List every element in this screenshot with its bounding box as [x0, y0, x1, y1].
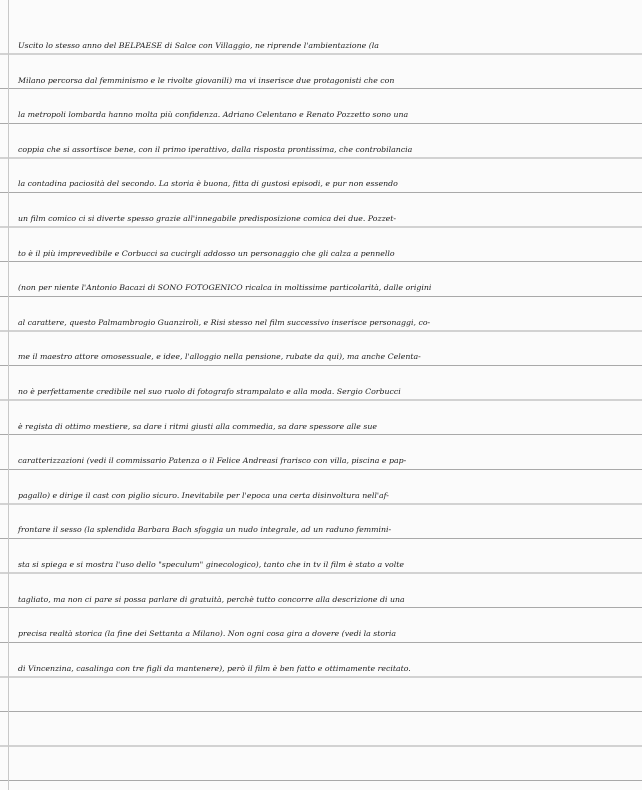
- handwritten-text: [18, 29, 638, 686]
- text-line: no è perfettamente credibile nel suo ruolo di fotografo strampalato e alla moda. Sergio Corbucci: [18, 386, 401, 396]
- text-line: tagliato, ma non ci pare si possa parlare di gratuità, perchè tutto concorre alla descrizione di una: [18, 594, 405, 604]
- text-line: pagallo) e dirige il cast con piglio sicuro. Inevitabile per l'epoca una certa disinvoltura nell'af-: [18, 490, 389, 500]
- text-line: sta si spiega e si mostra l'uso dello "speculum" ginecologico), tanto che in tv il film è stato a volte: [18, 559, 404, 569]
- text-line: to è il più imprevedibile e Corbucci sa cucirgli addosso un personaggio che gli calza a pennello: [18, 248, 395, 258]
- text-line: me il maestro attore omosessuale, e idee, l'alloggio nella pensione, rubate da qui), ma anche Celenta-: [18, 352, 421, 362]
- text-line: frontare il sesso (la splendida Barbara Bach sfoggia un nudo integrale, ad un raduno femmini-: [18, 525, 392, 535]
- text-line: coppia che si assortisce bene, con il primo iperattivo, dalla risposta prontissima, che controbilancia: [18, 144, 413, 154]
- text-line: la contadina paciosità del secondo. La storia è buona, fitta di gustosi episodi, e pur non essendo: [18, 179, 398, 189]
- text-line: la metropoli lombarda hanno molta più confidenza. Adriano Celentano e Renato Pozzetto sono una: [18, 110, 409, 120]
- text-line: è regista di ottimo mestiere, sa dare i ritmi giusti alla commedia, sa dare spessore alle sue: [18, 421, 377, 431]
- text-line: un film comico ci si diverte spesso grazie all'innegabile predisposizione comica dei due. Pozzet-: [18, 213, 397, 223]
- margin-rule: [8, 0, 9, 790]
- text-line: Uscito lo stesso anno del BELPAESE di Salce con Villaggio, ne riprende l'ambientazione (la: [18, 41, 379, 50]
- text-line: precisa realtà storica (la fine dei Settanta a Milano). Non ogni cosa gira a dovere (vedi la storia: [18, 629, 396, 639]
- text-line: (non per niente l'Antonio Bacazi di SONO FOTOGENICO ricalca in moltissime particolarità, dalle origini: [18, 283, 432, 293]
- text-line: al carattere, questo Palmambrogio Guanziroli, e Risi stesso nel film successivo inserisce personaggi, co-: [18, 317, 431, 327]
- text-line: Milano percorsa dal femminismo e le rivolte giovanili) ma vi inserisce due protagonisti che con: [18, 75, 395, 85]
- text-line: di Vincenzina, casalinga con tre figli da mantenere), però il film è ben fatto e ottimamente recitato.: [18, 663, 411, 673]
- text-line: caratterizzazioni (vedi il commissario Patenza o il Felice Andreasi frarisco con villa, piscina e pap-: [18, 456, 407, 466]
